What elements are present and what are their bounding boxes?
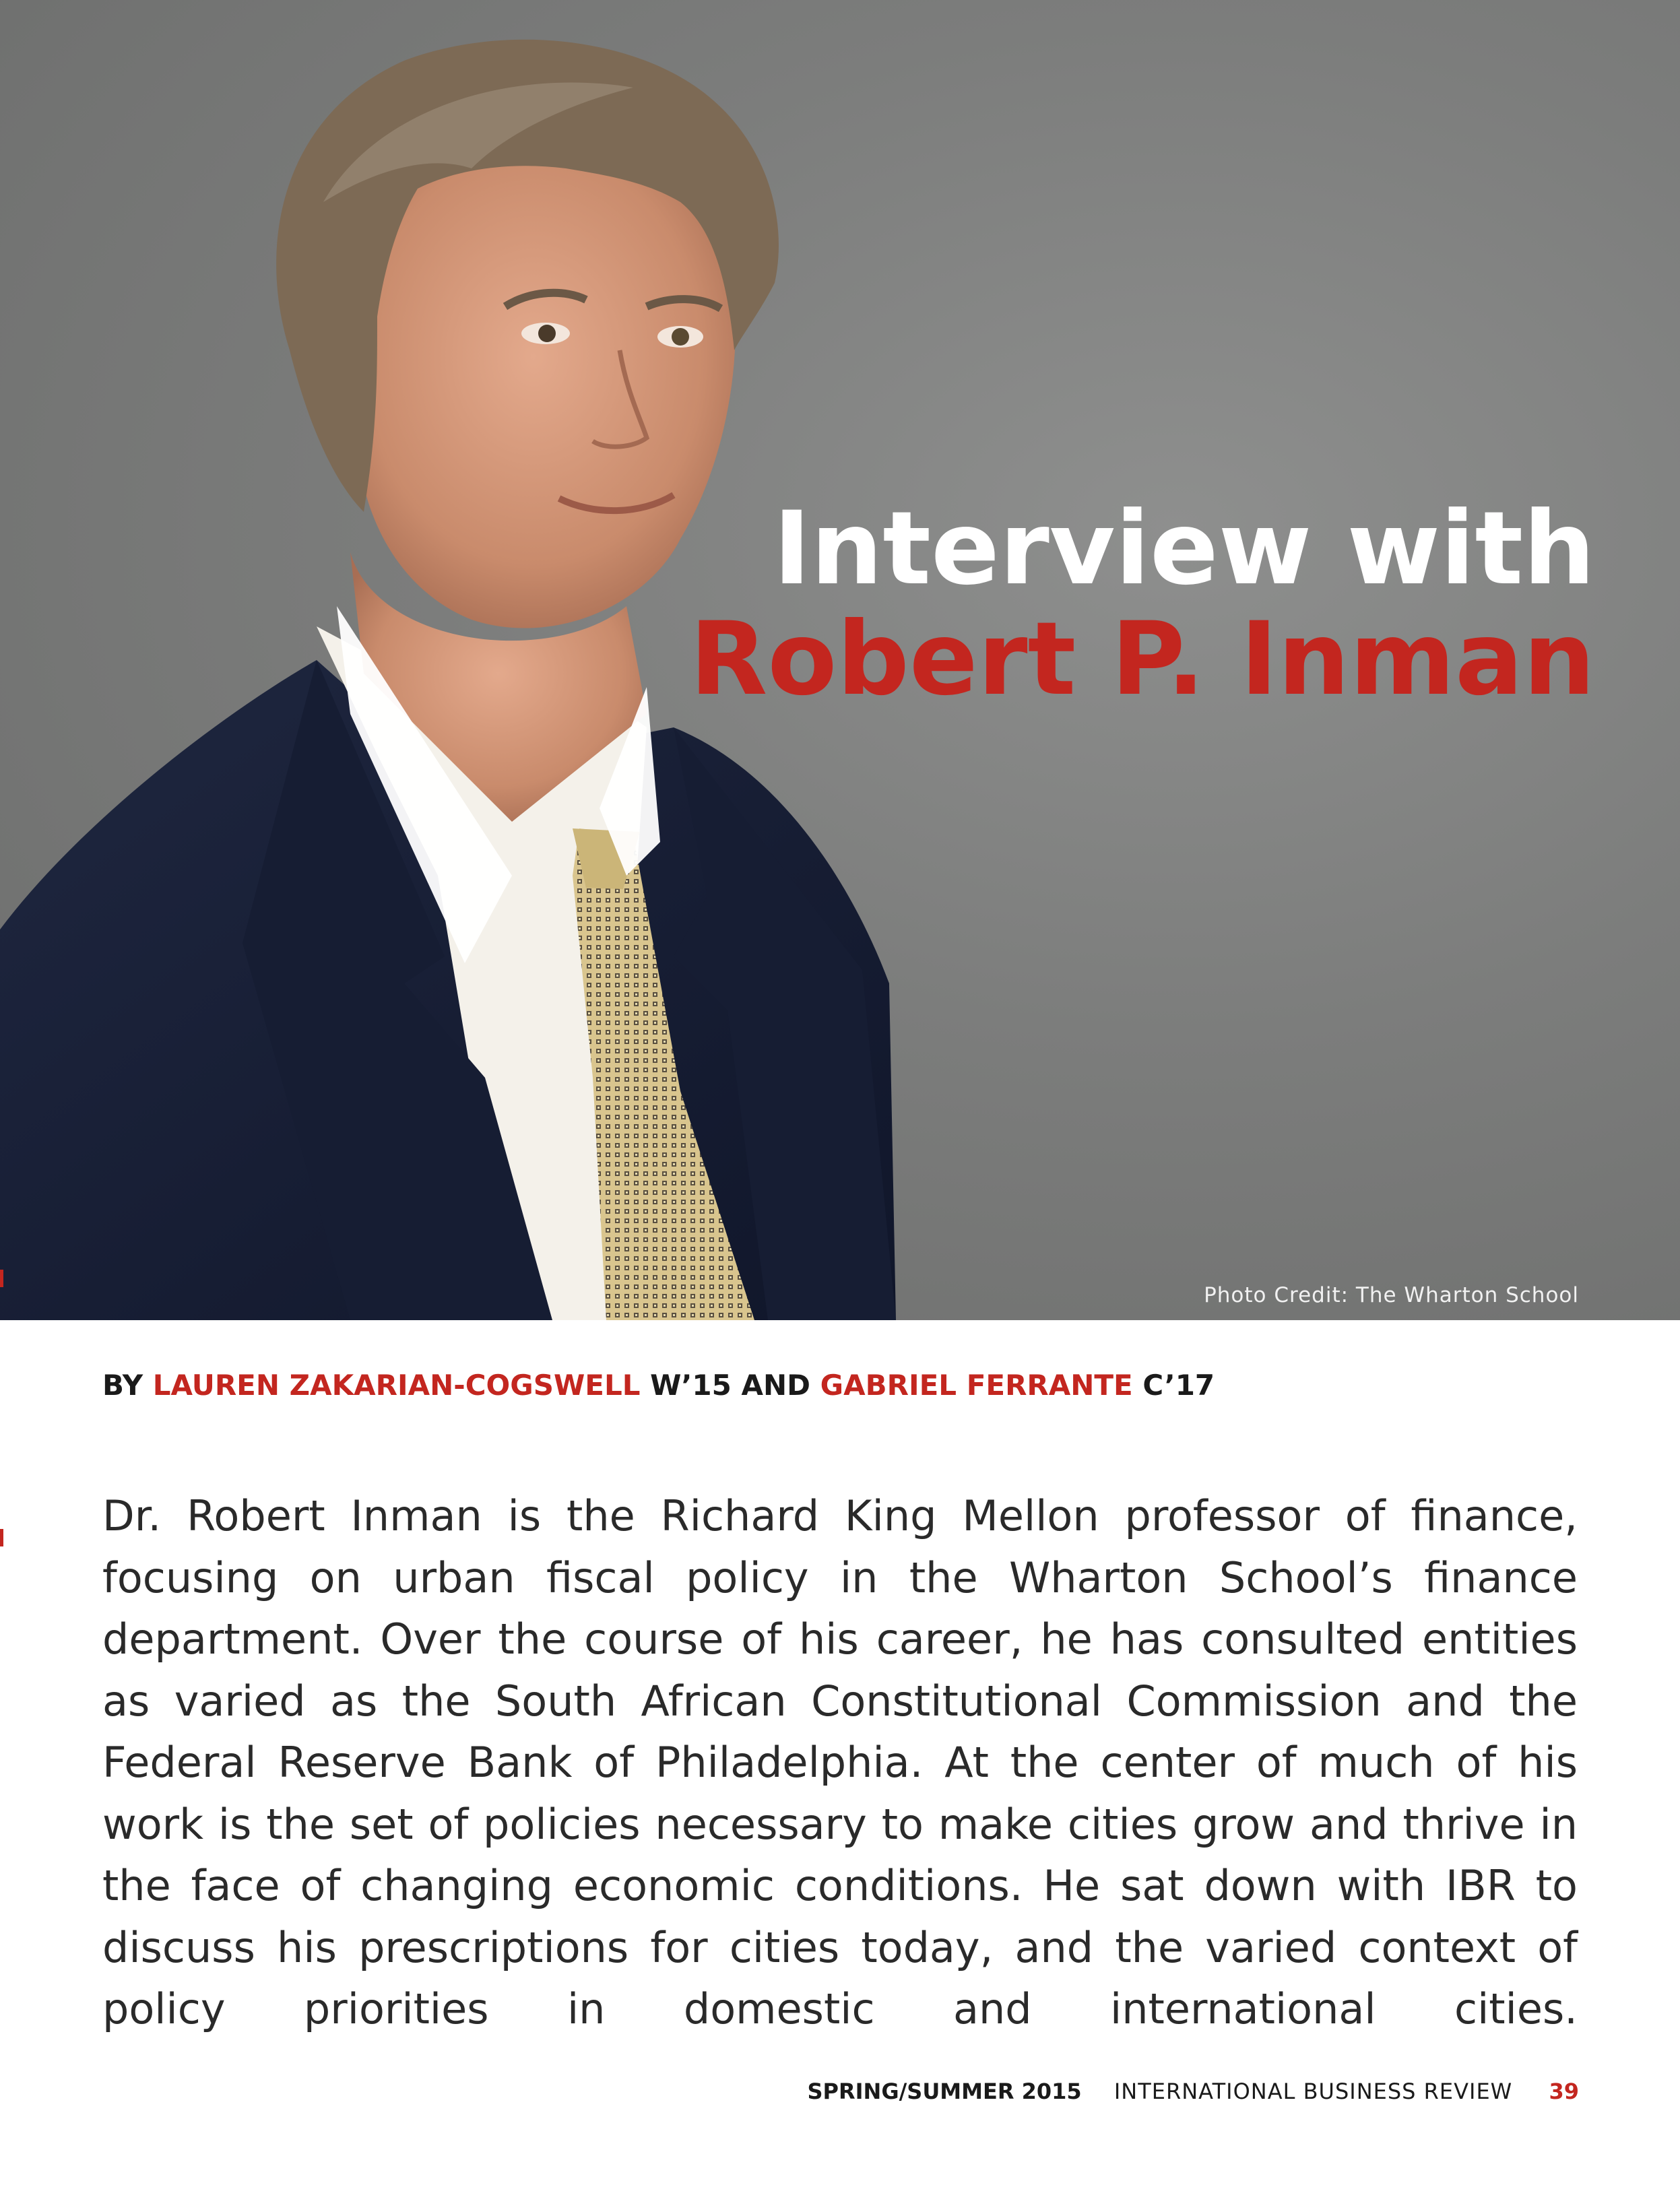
edge-mark — [0, 1529, 3, 1546]
issue-label: SPRING/SUMMER 2015 — [807, 2079, 1082, 2104]
byline-prefix: BY — [102, 1369, 143, 1402]
author-1: LAUREN ZAKARIAN-COGSWELL — [152, 1369, 641, 1402]
page-number: 39 — [1549, 2079, 1579, 2104]
byline — [102, 1369, 1215, 1402]
intro-paragraph: Dr. Robert Inman is the Richard King Mellon professor of finance, focusing on urban fiscal policy in the Wharton School’s finance department. Over the course of his career, he has consulted entities as varied as the South African Constitutional Commission and the Federal Reserve Bank of Philadelphia. At the center of much of his work is the set of policies necessary to make cities grow and thrive in the face of changing economic conditions. He sat down with IBR to discuss his prescriptions for cities today, and the varied context of policy priorities in domestic and international cities. — [102, 1491, 1578, 2033]
author-2-class: C’17 — [1142, 1369, 1215, 1402]
headline — [689, 490, 1595, 718]
page-footer — [807, 2079, 1579, 2104]
author-1-class: W’15 — [650, 1369, 732, 1402]
byline-conjunction: AND — [741, 1369, 811, 1402]
headline-line-2: Robert P. Inman — [689, 601, 1595, 718]
edge-mark — [0, 1270, 3, 1287]
author-2: GABRIEL FERRANTE — [820, 1369, 1133, 1402]
photo-credit: Photo Credit: The Wharton School — [1204, 1283, 1579, 1307]
magazine-name: INTERNATIONAL BUSINESS REVIEW — [1113, 2079, 1513, 2104]
headline-line-1: Interview with — [773, 490, 1595, 608]
